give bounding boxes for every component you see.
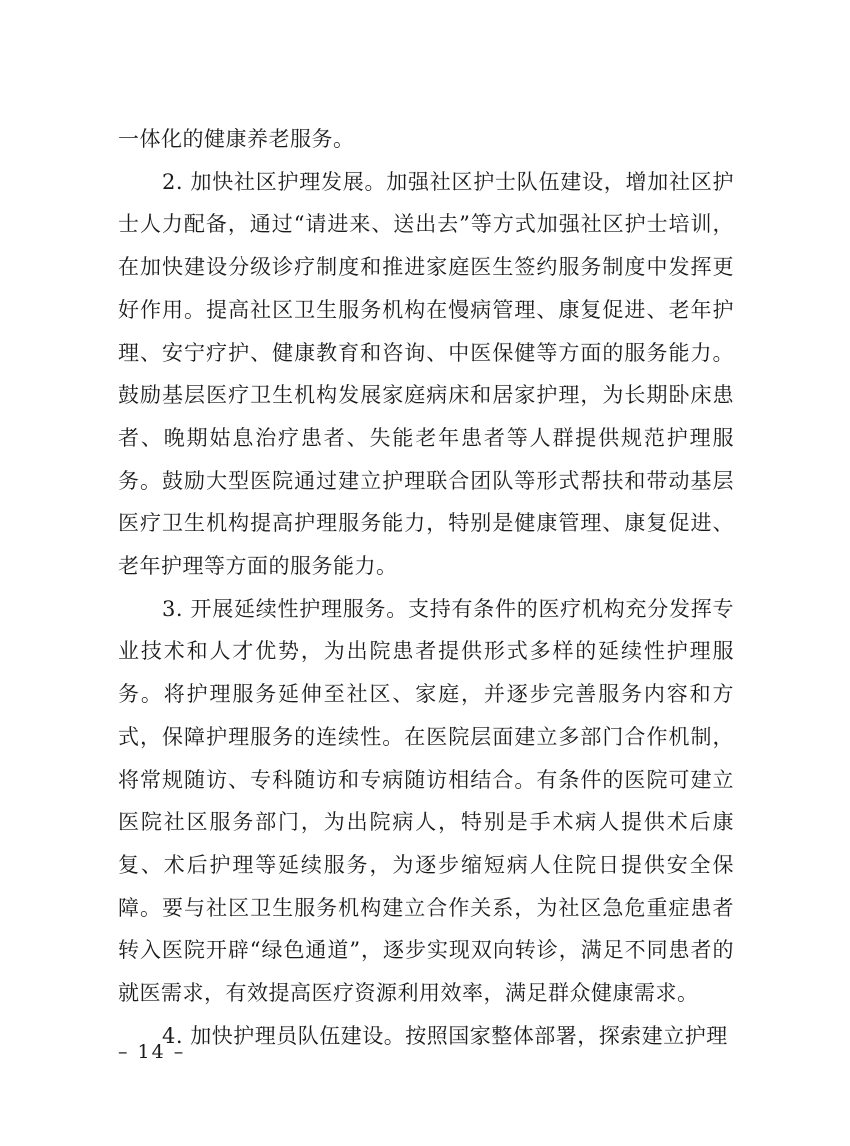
paragraph-continuing-care: 3. 开展延续性护理服务。支持有条件的医疗机构充分发挥专业技术和人才优势，为出院患者提供形式多样的延续性护理服务。将护理服务延伸至社区、家庭，并逐步完善服务内容和方式，保障护理服务的连续性。在医院层面建立多部门合作机制，将常规随访、专科随访和专病随访相结合。有条件的医院可建立医院社区服务部门，为出院病人，特别是手术病人提供术后康复、术后护理等延续服务，为逐步缩短病人住院日提供安全保障。要与社区卫生服务机构建立合作关系，为社区急危重症患者转入医院开辟“绿色通道”，逐步实现双向转诊，满足不同患者的就医需求，有效提高医疗资源利用效率，满足群众健康需求。	[118, 596, 734, 1006]
paragraph-community-nursing: 2. 加快社区护理发展。加强社区护士队伍建设，增加社区护士人力配备，通过“请进来、送出去”等方式加强社区护士培训，在加快建设分级诊疗制度和推进家庭医生签约服务制度中发挥更好作用。提高社区卫生服务机构在慢病管理、康复促进、老年护理、安宁疗护、健康教育和咨询、中医保健等方面的服务能力。鼓励基层医疗卫生机构发展家庭病床和居家护理，为长期卧床患者、晚期姑息治疗患者、失能老年患者等人群提供规范护理服务。鼓励大型医院通过建立护理联合团队等形式帮扶和带动基层医疗卫生机构提高护理服务能力，特别是健康管理、康复促进、老年护理等方面的服务能力。	[118, 169, 734, 579]
body-text	[118, 118, 734, 1057]
page-number: – 14 –	[118, 1041, 186, 1063]
paragraph-continuation: 一体化的健康养老服务。	[118, 127, 355, 151]
paragraph-caregiver-team: 4. 加快护理员队伍建设。按照国家整体部署，探索建立护理	[162, 1023, 728, 1048]
